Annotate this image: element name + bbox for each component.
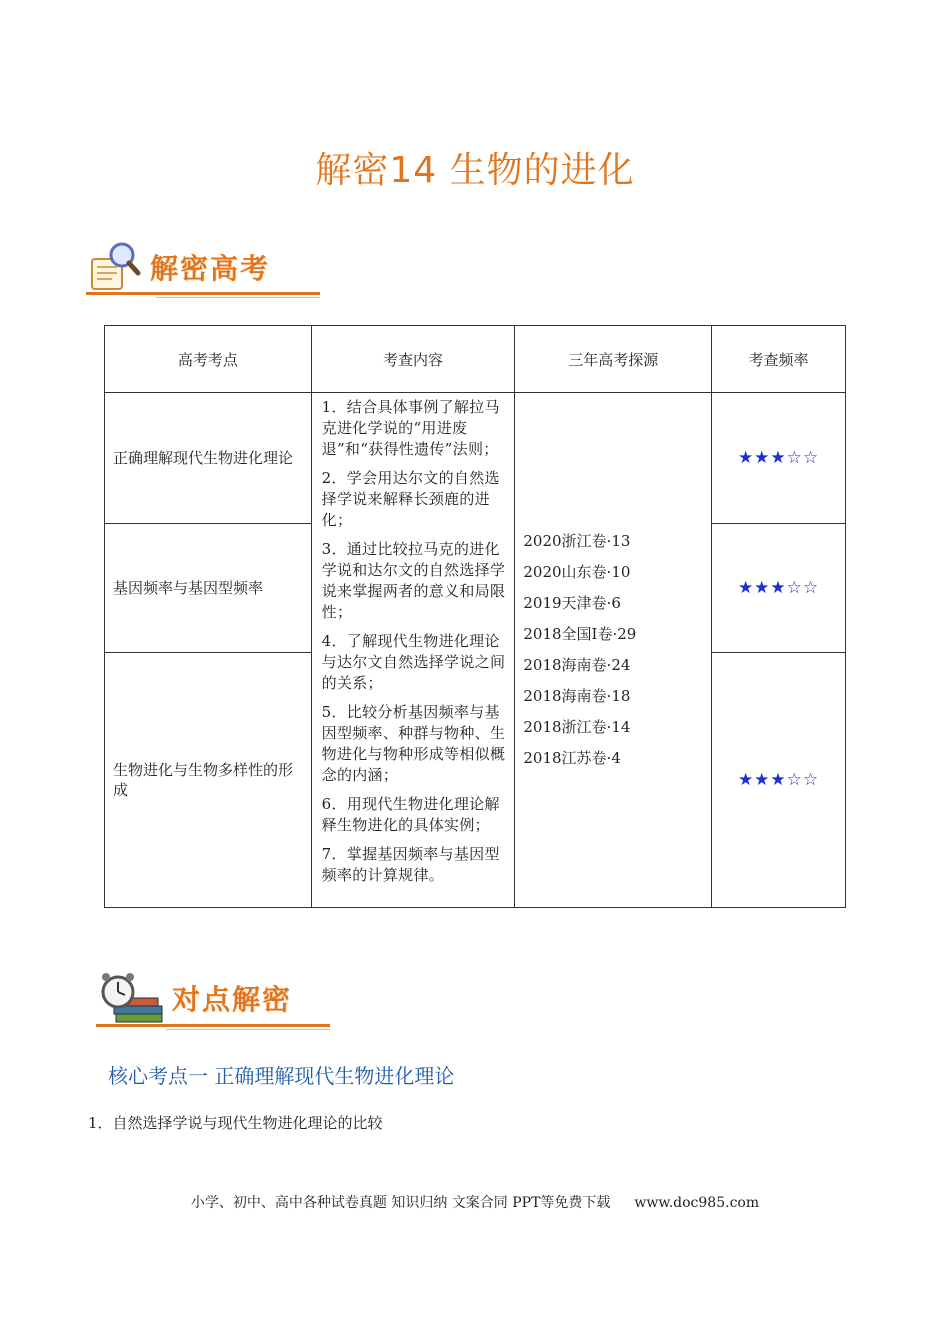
content-item: 1．结合具体事例了解拉马克进化学说的“用进废退”和“获得性遗传”法则； <box>321 398 500 458</box>
exam-point-cell: 正确理解现代生物进化理论 <box>105 393 312 524</box>
exam-point-cell: 基因频率与基因型频率 <box>105 524 312 653</box>
table-header: 考查内容 <box>311 326 515 393</box>
core-point-title: 核心考点一 正确理解现代生物进化理论 <box>108 1064 455 1088</box>
source-item: 2019天津卷·6 <box>523 594 621 612</box>
body-paragraph: 1．自然选择学说与现代生物进化理论的比较 <box>88 1114 383 1132</box>
banner-underline-thin <box>166 1029 330 1030</box>
exam-table <box>104 325 846 908</box>
table-row <box>105 393 846 524</box>
frequency-stars: ★★★☆☆ <box>712 393 846 524</box>
section-banner-points <box>96 966 332 1030</box>
table-header: 高考考点 <box>105 326 312 393</box>
banner-underline <box>96 1024 330 1027</box>
page-title: 解密14 生物的进化 <box>315 150 635 191</box>
exam-source-cell <box>515 393 712 908</box>
content-item: 5．比较分析基因频率与基因型频率、种群与物种、生物进化与物种形成等相似概念的内涵； <box>321 703 506 784</box>
source-item: 2018浙江卷·14 <box>523 718 631 736</box>
section-heading: 对点解密 <box>172 983 293 1016</box>
source-item: 2018全国Ⅰ卷·29 <box>523 625 637 643</box>
source-item: 2018江苏卷·4 <box>523 749 621 767</box>
content-item: 6．用现代生物进化理论解释生物进化的具体实例； <box>321 795 500 834</box>
content-item: 7．掌握基因频率与基因型频率的计算规律。 <box>321 845 500 884</box>
table-header-row <box>105 326 846 393</box>
content-item: 2．学会用达尔文的自然选择学说来解释长颈鹿的进化； <box>321 469 500 529</box>
footer-text: 小学、初中、高中各种试卷真题 知识归纳 文案合同 PPT等免费下载 <box>190 1195 611 1211</box>
content-item: 3．通过比较拉马克的进化学说和达尔文的自然选择学说来掌握两者的意义和局限性； <box>321 540 506 621</box>
footer-url-link[interactable]: www.doc985.com <box>634 1195 760 1211</box>
page-footer <box>0 1192 950 1212</box>
exam-point-cell: 生物进化与生物多样性的形成 <box>105 653 312 908</box>
content-item: 4．了解现代生物进化理论与达尔文自然选择学说之间的关系； <box>321 632 506 692</box>
frequency-stars: ★★★☆☆ <box>712 653 846 908</box>
source-item: 2018海南卷·24 <box>523 656 631 674</box>
source-item: 2018海南卷·18 <box>523 687 631 705</box>
banner-underline-thin <box>156 297 320 298</box>
frequency-stars: ★★★☆☆ <box>712 524 846 653</box>
section-banner-exam <box>86 236 322 298</box>
section-heading: 解密高考 <box>150 252 271 285</box>
source-item: 2020山东卷·10 <box>523 563 631 581</box>
alarm-clock-books-icon <box>96 968 166 1028</box>
table-header: 三年高考探源 <box>515 326 712 393</box>
source-item: 2020浙江卷·13 <box>523 532 631 550</box>
table-header: 考查频率 <box>712 326 846 393</box>
banner-underline <box>86 292 320 295</box>
exam-content-cell <box>311 393 515 908</box>
magnifier-notepad-icon <box>86 239 142 295</box>
